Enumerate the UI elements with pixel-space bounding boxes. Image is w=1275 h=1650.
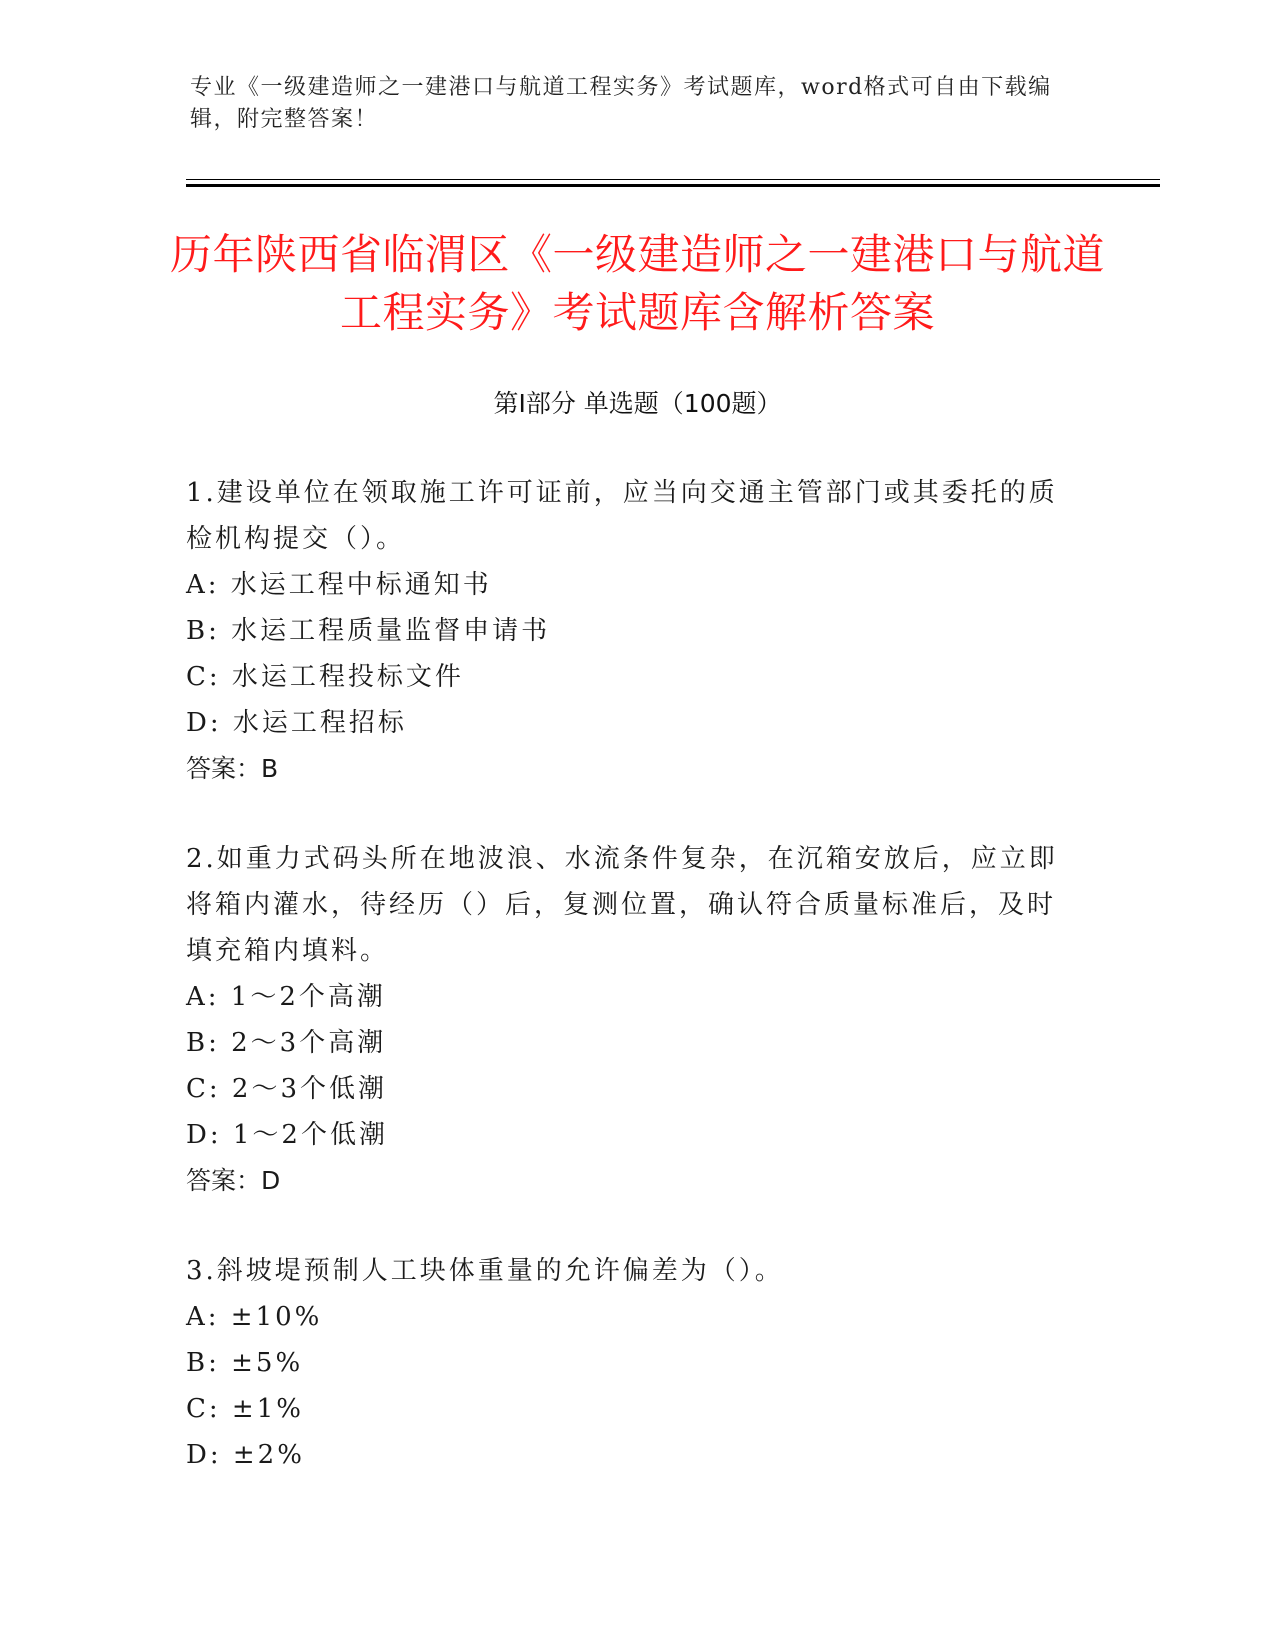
option-d: D: 水运工程招标	[186, 708, 407, 738]
option-c: C: 水运工程投标文件	[186, 662, 464, 692]
option-b: B: 2～3个高潮	[186, 1028, 387, 1058]
option-b: B: ±5%	[186, 1348, 304, 1378]
question-1	[186, 470, 1066, 792]
question-stem: 2.如重力式码头所在地波浪、水流条件复杂，在沉箱安放后，应立即将箱内灌水，待经历（）后，复测位置，确认符合质量标准后，及时填充箱内填料。	[186, 844, 1058, 966]
answer-line: 答案：B	[186, 754, 279, 783]
option-c: C: 2～3个低潮	[186, 1074, 388, 1104]
answer-line: 答案：D	[186, 1166, 281, 1195]
option-d: D: 1～2个低潮	[186, 1120, 388, 1150]
question-stem: 3.斜坡堤预制人工块体重量的允许偏差为（）。	[186, 1256, 784, 1286]
header-note: 专业《一级建造师之一建港口与航道工程实务》考试题库，word格式可自由下载编辑，附完整答案！	[190, 75, 1052, 132]
option-b: B: 水运工程质量监督申请书	[186, 616, 551, 646]
header-divider-thin	[186, 179, 1160, 180]
question-stem: 1.建设单位在领取施工许可证前，应当向交通主管部门或其委托的质检机构提交（）。	[186, 478, 1058, 554]
question-list	[186, 470, 1066, 1522]
option-d: D: ±2%	[186, 1440, 305, 1470]
header-divider-thick	[186, 184, 1160, 187]
option-a: A: ±10%	[186, 1302, 323, 1332]
option-a: A: 1～2个高潮	[186, 982, 386, 1012]
question-3	[186, 1248, 1066, 1478]
section-heading: 第Ⅰ部分 单选题（100题）	[493, 389, 782, 418]
option-a: A: 水运工程中标通知书	[186, 570, 492, 600]
document-title: 历年陕西省临渭区《一级建造师之一建港口与航道工程实务》考试题库含解析答案	[169, 230, 1105, 337]
option-c: C: ±1%	[186, 1394, 304, 1424]
question-2	[186, 836, 1066, 1204]
